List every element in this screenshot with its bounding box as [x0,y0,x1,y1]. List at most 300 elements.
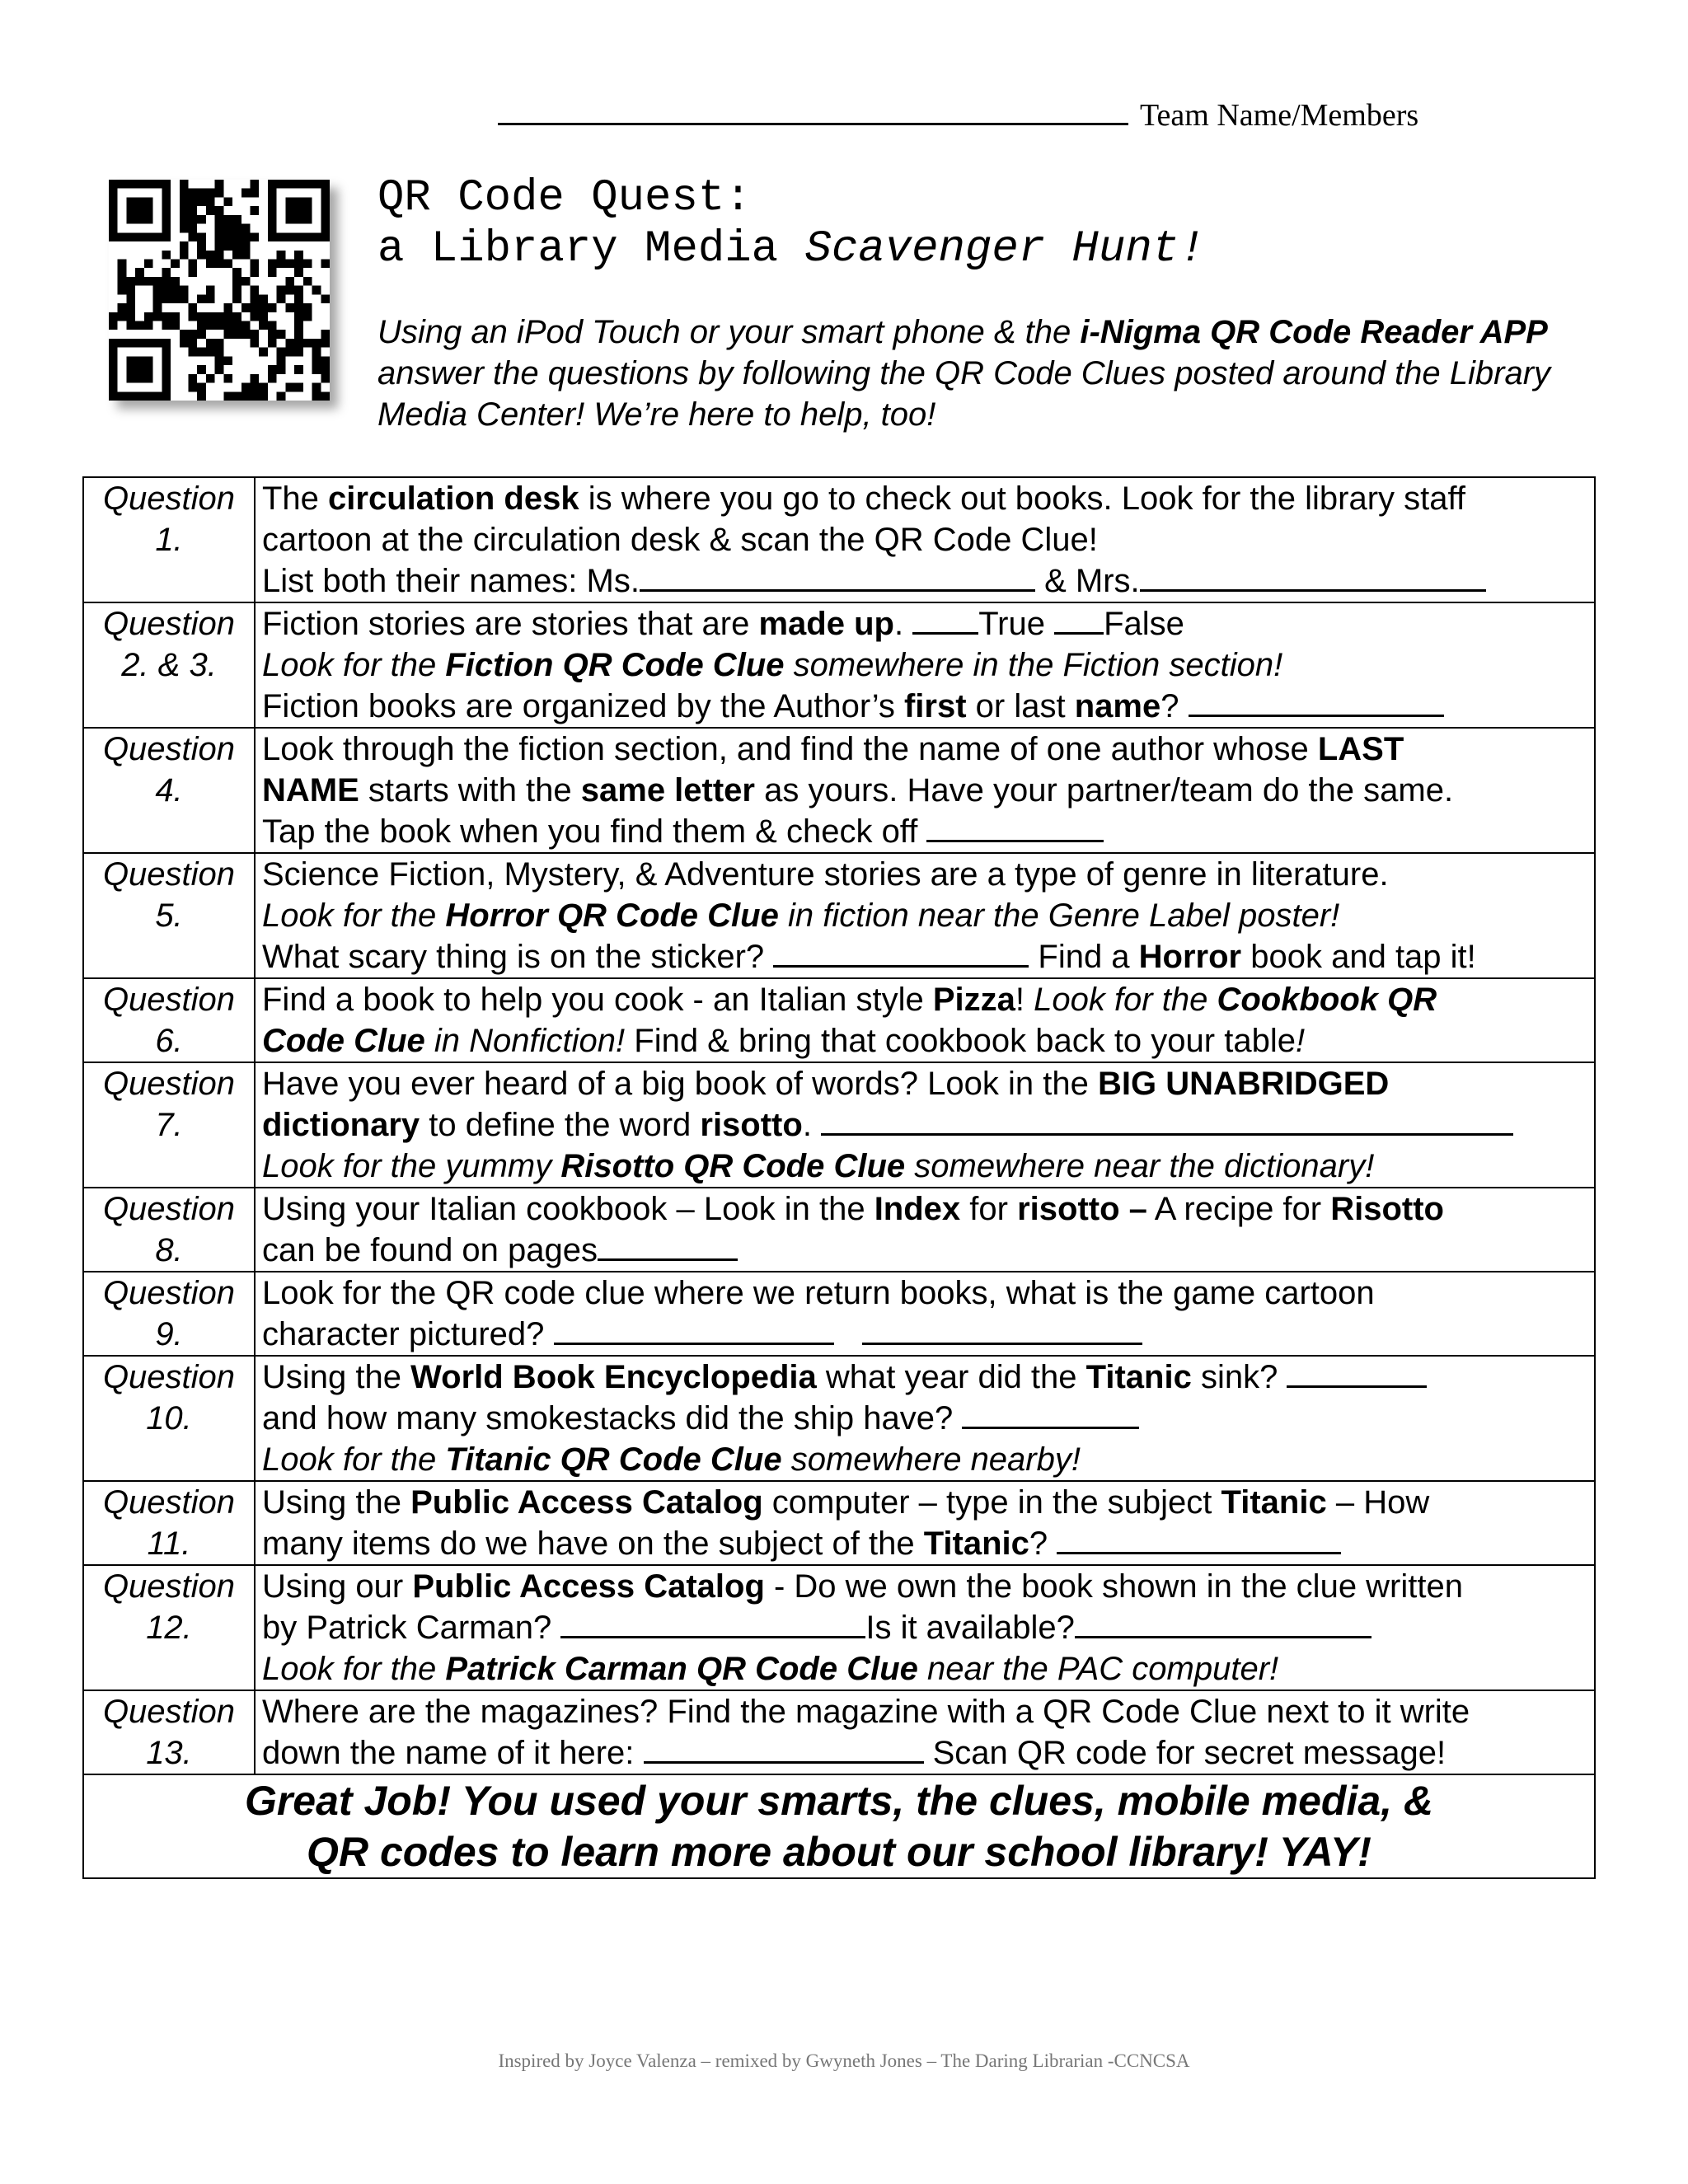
qr-module [188,259,197,268]
qr-module [215,189,224,198]
title-line-1: QR Code Quest: [377,173,752,223]
qr-module [251,189,260,198]
answer-blank[interactable] [640,561,1035,592]
qr-module [251,286,260,295]
table-row [83,1062,1595,1188]
qr-module [109,215,118,224]
qr-module [241,251,251,260]
qr-module [135,391,144,401]
qr-module [215,348,224,357]
question-body: Using the Public Access Catalog computer – type in the subject Titanic – How many items do we have on the subject of the Titanic? [255,1481,1595,1565]
answer-blank[interactable] [1140,561,1486,592]
qr-module [171,259,180,268]
qr-code-icon [109,180,330,401]
title-line-2: a Library Media [377,224,805,274]
qr-module [251,180,260,189]
title-line-2-italic: Scavenger Hunt! [804,224,1206,274]
qr-module [268,215,277,224]
qr-module [162,383,171,392]
qr-module [135,197,144,206]
qr-module [180,286,189,295]
qr-module [126,312,135,321]
qr-module [180,294,189,303]
qr-module [188,215,197,224]
qr-module [180,241,189,251]
qr-module [215,356,224,365]
qr-module [162,321,171,330]
false-checkbox-blank[interactable] [1054,604,1104,635]
qr-module [126,215,135,224]
qr-module [109,365,118,374]
qr-module [162,286,171,295]
qr-module [268,232,277,241]
qr-module [126,294,135,303]
qr-module [215,259,224,268]
qr-module [223,356,232,365]
qr-module [251,391,260,401]
qr-module [277,294,286,303]
qr-module [268,365,277,374]
qr-module [109,189,118,198]
qr-module [277,232,286,241]
qr-module [171,277,180,286]
qr-module [144,365,153,374]
qr-module [251,330,260,339]
question-body: Find a book to help you cook - an Italian style Pizza! Look for the Cookbook QR Code Clue in Nonfiction! Find & bring that cookbook back to your table! [255,978,1595,1062]
qr-module [162,277,171,286]
qr-module [118,303,127,312]
qr-module [312,232,321,241]
qr-module [171,286,180,295]
qr-module [277,180,286,189]
qr-module [188,348,197,357]
qr-module [232,294,241,303]
qr-module [126,286,135,295]
qr-module [109,232,118,241]
qr-module [294,348,303,357]
qr-module [294,215,303,224]
year-blank[interactable] [1287,1357,1427,1388]
qr-module [126,206,135,215]
qr-module [206,189,215,198]
qr-module [277,356,286,365]
qr-module [135,365,144,374]
qr-module [206,206,215,215]
qr-module [251,339,260,348]
qr-module [144,391,153,401]
qr-module [294,321,303,330]
qr-module [312,365,321,374]
team-name-label: Team Name/Members [1140,98,1419,133]
qr-module [303,232,312,241]
qr-module [197,348,206,357]
question-label: Question 4. [83,728,255,853]
qr-module [223,259,232,268]
qr-module [126,303,135,312]
qr-module [294,339,303,348]
qr-module [312,180,321,189]
qr-module [294,330,303,339]
qr-module [188,189,197,198]
question-body: Using the World Book Encyclopedia what year did the Titanic sink? and how many smokestacks did the ship have? Look for the Titanic QR Code Clue somewhere nearby! [255,1356,1595,1481]
qr-module [268,268,277,277]
qr-module [162,391,171,401]
qr-module [118,312,127,321]
qr-module [126,232,135,241]
qr-module [162,251,171,260]
qr-module [268,321,277,330]
qr-module [109,348,118,357]
qr-module [126,365,135,374]
qr-module [153,277,162,286]
qr-module [241,277,251,286]
qr-module [206,374,215,383]
qr-module [241,189,251,198]
table-row [83,1356,1595,1481]
qr-module [321,330,330,339]
qr-module [162,374,171,383]
qr-module [109,383,118,392]
qr-module [268,259,277,268]
qr-module [215,180,224,189]
qr-module [294,312,303,321]
qr-module [321,339,330,348]
qr-module [259,303,268,312]
qr-module [144,356,153,365]
qr-module [144,180,153,189]
qr-module [144,312,153,321]
qr-module [312,356,321,365]
qr-module [109,391,118,401]
qr-module [126,374,135,383]
question-label: Question 5. [83,853,255,978]
question-body: Using our Public Access Catalog - Do we own the book shown in the clue written by Patrick Carman? Is it available? Look for the Patrick Carman QR Code Clue near the PAC computer! [255,1565,1595,1690]
qr-module [109,374,118,383]
question-body: Science Fiction, Mystery, & Adventure stories are a type of genre in literature. Look for the Horror QR Code Clue in fiction near the Genre Label poster! What scary thing is on the sticker? Find a Horror book and tap it! [255,853,1595,978]
qr-module [251,206,260,215]
qr-module [285,277,294,286]
qr-module [223,330,232,339]
qr-module [197,330,206,339]
qr-code-graphic [109,180,330,401]
qr-module [206,251,215,260]
qr-module [144,339,153,348]
answer-blank[interactable] [862,1315,1142,1345]
qr-module [294,268,303,277]
qr-module [144,232,153,241]
qr-module [153,339,162,348]
question-label: Question 9. [83,1272,255,1356]
qr-module [197,294,206,303]
qr-module [197,365,206,374]
qr-module [232,251,241,260]
qr-module [321,197,330,206]
qr-module [294,383,303,392]
qr-module [206,339,215,348]
qr-module [241,232,251,241]
smokestacks-blank[interactable] [962,1399,1139,1429]
qr-module [232,321,241,330]
question-label: Question 1. [83,477,255,602]
qr-module [109,224,118,233]
question-body: Fiction stories are stories that are made up. True False Look for the Fiction QR Code Clue somewhere in the Fiction section! Fiction books are organized by the Author’s first or last name? [255,602,1595,728]
app-name: i-Nigma QR Code Reader APP [1080,314,1548,350]
qr-module [232,330,241,339]
qr-module [277,391,286,401]
qr-module [162,224,171,233]
qr-module [303,215,312,224]
qr-module [188,303,197,312]
qr-module [135,277,144,286]
qr-module [277,348,286,357]
qr-module [171,321,180,330]
qr-module [251,268,260,277]
qr-module [312,286,321,295]
table-row [83,1565,1595,1690]
answer-blank[interactable] [1057,1524,1341,1554]
definition-blank[interactable] [821,1105,1513,1136]
qr-module [135,268,144,277]
qr-module [188,383,197,392]
qr-module [268,330,277,339]
qr-module [294,251,303,260]
qr-module [294,286,303,295]
qr-module [197,383,206,392]
qr-module [251,232,260,241]
qr-module [206,321,215,330]
qr-module [180,189,189,198]
qr-module [135,206,144,215]
qr-module [223,321,232,330]
qr-module [188,224,197,233]
qr-module [259,348,268,357]
qr-module [109,312,118,321]
table-row [83,978,1595,1062]
qr-module [303,277,312,286]
qr-module [118,232,127,241]
qr-module [232,241,241,251]
qr-module [162,180,171,189]
qr-module [109,321,118,330]
magazine-name-blank[interactable] [644,1733,924,1764]
qr-module [223,232,232,241]
qr-module [118,180,127,189]
team-name-blank[interactable] [498,98,1128,125]
qr-module [135,374,144,383]
qr-module [162,206,171,215]
qr-module [259,383,268,392]
qr-module [277,286,286,295]
qr-module [206,294,215,303]
qr-module [241,391,251,401]
qr-module [135,180,144,189]
qr-module [126,277,135,286]
qr-module [223,215,232,224]
qr-module [303,197,312,206]
answer-blank[interactable] [554,1315,834,1345]
qr-module [215,206,224,215]
table-row [83,602,1595,728]
qr-module [162,348,171,357]
qr-module [321,391,330,401]
qr-module [135,356,144,365]
question-body: Have you ever heard of a big book of words? Look in the BIG UNABRIDGED dictionary to define the word risotto. Look for the yummy Risotto QR Code Clue somewhere near the dictionary! [255,1062,1595,1188]
qr-module [197,312,206,321]
qr-module [118,391,127,401]
table-row [83,1774,1595,1878]
qr-module [223,224,232,233]
qr-module [180,339,189,348]
qr-module [153,294,162,303]
qr-module [215,232,224,241]
qr-module [251,294,260,303]
qr-module [162,268,171,277]
qr-module [109,180,118,189]
qr-module [285,339,294,348]
question-body: Look through the fiction section, and find the name of one author whose LAST NAME starts with the same letter as yours. Have your partner/team do the same. Tap the book when you find them & check off [255,728,1595,853]
qr-module [285,215,294,224]
qr-module [321,365,330,374]
qr-module [241,303,251,312]
qr-module [232,215,241,224]
qr-module [251,303,260,312]
qr-module [197,232,206,241]
table-row [83,1481,1595,1565]
qr-module [223,303,232,312]
qr-module [118,259,127,268]
qr-module [215,251,224,260]
true-checkbox-blank[interactable] [912,604,978,635]
qr-module [285,232,294,241]
qr-module [135,215,144,224]
qr-module [171,312,180,321]
qr-module [126,339,135,348]
qr-module [285,180,294,189]
question-body: Using your Italian cookbook – Look in the Index for risotto – A recipe for Risotto can be found on pages [255,1188,1595,1272]
qr-module [285,303,294,312]
qr-module [232,268,241,277]
qr-module [312,339,321,348]
qr-module [188,268,197,277]
qr-module [285,383,294,392]
qr-module [294,365,303,374]
qr-module [180,215,189,224]
qr-module [285,286,294,295]
qr-module [215,321,224,330]
qr-module [277,365,286,374]
qr-module [144,321,153,330]
qr-module [153,286,162,295]
qr-module [268,374,277,383]
question-label: Question 13. [83,1690,255,1774]
qr-module [180,180,189,189]
qr-module [321,224,330,233]
question-label: Question 12. [83,1565,255,1690]
qr-module [277,259,286,268]
qr-module [135,339,144,348]
qr-module [241,241,251,251]
qr-module [259,321,268,330]
qr-module [215,365,224,374]
check-off-blank[interactable] [926,812,1104,842]
footer-credit: Inspired by Joyce Valenza – remixed by Gwyneth Jones – The Daring Librarian -CCNCSA [498,2050,1190,2071]
qr-module [197,391,206,401]
qr-module [162,189,171,198]
table-row [83,853,1595,978]
qr-module [188,374,197,383]
qr-module [241,383,251,392]
qr-module [162,312,171,321]
qr-module [206,197,215,206]
qr-module [109,197,118,206]
pages-blank[interactable] [598,1230,738,1261]
qr-module [294,206,303,215]
qr-module [321,356,330,365]
qr-module [321,180,330,189]
qr-module [153,180,162,189]
answer-blank[interactable] [1075,1608,1372,1638]
qr-module [303,312,312,321]
qr-module [251,383,260,392]
qr-module [144,277,153,286]
qr-module [223,374,232,383]
qr-module [188,197,197,206]
qr-module [268,303,277,312]
qr-module [312,348,321,357]
qr-module [188,330,197,339]
qr-module [268,189,277,198]
qr-module [109,206,118,215]
qr-module [153,391,162,401]
qr-module [162,339,171,348]
table-row [83,1272,1595,1356]
question-label: Question 6. [83,978,255,1062]
qr-module [321,215,330,224]
qr-module [180,206,189,215]
qr-module [144,206,153,215]
qr-module [232,232,241,241]
qr-module [126,356,135,365]
question-table [82,476,1596,1879]
qr-module [162,197,171,206]
qr-module [144,197,153,206]
qr-module [259,294,268,303]
qr-module [188,206,197,215]
qr-module [232,224,241,233]
qr-module [118,339,127,348]
qr-module [162,232,171,241]
qr-module [180,251,189,260]
qr-module [232,277,241,286]
qr-module [251,259,260,268]
qr-module [215,241,224,251]
closing-message: Great Job! You used your smarts, the clues, mobile media, & QR codes to learn more about our school library! YAY! [83,1774,1595,1878]
answer-blank[interactable] [560,1608,865,1638]
qr-module [153,312,162,321]
qr-module [223,241,232,251]
qr-module [277,251,286,260]
qr-module [135,321,144,330]
qr-module [109,356,118,365]
answer-blank[interactable] [1189,687,1444,717]
qr-module [197,241,206,251]
qr-module [321,206,330,215]
team-name-line [498,97,1418,134]
qr-module [223,312,232,321]
answer-blank[interactable] [773,937,1029,968]
qr-module [294,232,303,241]
qr-module [197,189,206,198]
